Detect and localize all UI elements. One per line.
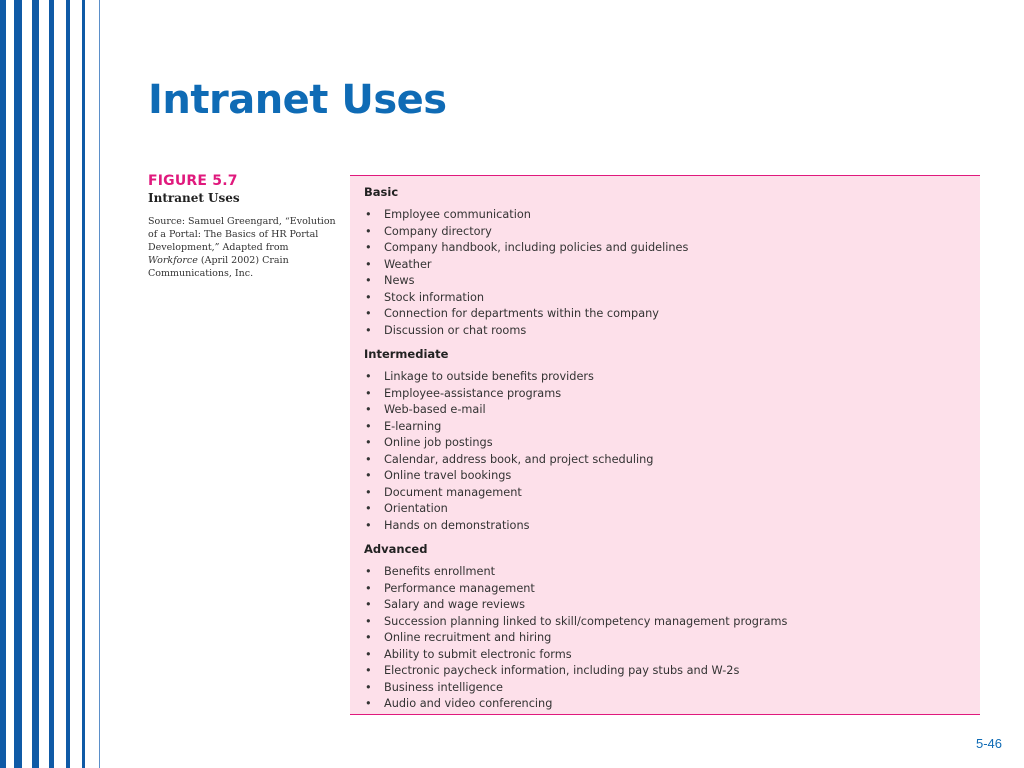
list-item: • Online job postings [364,435,980,452]
section-list [364,564,980,713]
figure-caption [148,172,338,280]
list-item: • Electronic paycheck information, including pay stubs and W-2s [364,663,980,680]
list-item: • Linkage to outside benefits providers [364,369,980,386]
list-item: • Web-based e-mail [364,402,980,419]
section-heading: Advanced [364,542,428,556]
page-number: 5-46 [975,736,1002,751]
list-item: • Connection for departments within the company [364,306,980,323]
section-heading: Intermediate [364,347,449,361]
list-item: • Audio and video conferencing [364,696,980,713]
list-item: • Hands on demonstrations [364,518,980,535]
list-item: • Succession planning linked to skill/competency management programs [364,614,980,631]
figure-source [148,215,338,280]
list-item: • Company directory [364,224,980,241]
list-item: • Online travel bookings [364,468,980,485]
section-intermediate [364,346,980,534]
decorative-stripe [82,0,85,768]
section-list [364,369,980,534]
list-item: • Weather [364,257,980,274]
list-item: • Stock information [364,290,980,307]
list-item: • Document management [364,485,980,502]
list-item: • Employee-assistance programs [364,386,980,403]
list-item: • E-learning [364,419,980,436]
figure-title: Intranet Uses [148,191,240,205]
slide-title: Intranet Uses [148,77,447,123]
section-list [364,207,980,339]
decorative-stripe [49,0,54,768]
uses-table [350,175,980,715]
section-advanced [364,541,980,713]
list-item: • Discussion or chat rooms [364,323,980,340]
list-item: • Ability to submit electronic forms [364,647,980,664]
decorative-stripe [66,0,70,768]
list-item: • News [364,273,980,290]
decorative-stripe [99,0,100,768]
list-item: • Benefits enrollment [364,564,980,581]
list-item: • Company handbook, including policies and guidelines [364,240,980,257]
figure-source-suffix: (April 2002) Crain Communications, Inc. [148,255,289,279]
figure-source-publication: Workforce [148,255,198,266]
section-basic [364,184,980,339]
section-heading: Basic [364,185,399,199]
list-item: • Employee communication [364,207,980,224]
decorative-stripe [14,0,22,768]
list-item: • Orientation [364,501,980,518]
figure-number: FIGURE 5.7 [148,173,238,189]
decorative-stripe [0,0,6,768]
list-item: • Performance management [364,581,980,598]
decorative-stripe [32,0,39,768]
list-item: • Salary and wage reviews [364,597,980,614]
figure-source-prefix: Source: Samuel Greengard, “Evolution of a Portal: The Basics of HR Portal Development,” Adapted from [148,216,336,253]
list-item: • Business intelligence [364,680,980,697]
list-item: • Online recruitment and hiring [364,630,980,647]
list-item: • Calendar, address book, and project scheduling [364,452,980,469]
